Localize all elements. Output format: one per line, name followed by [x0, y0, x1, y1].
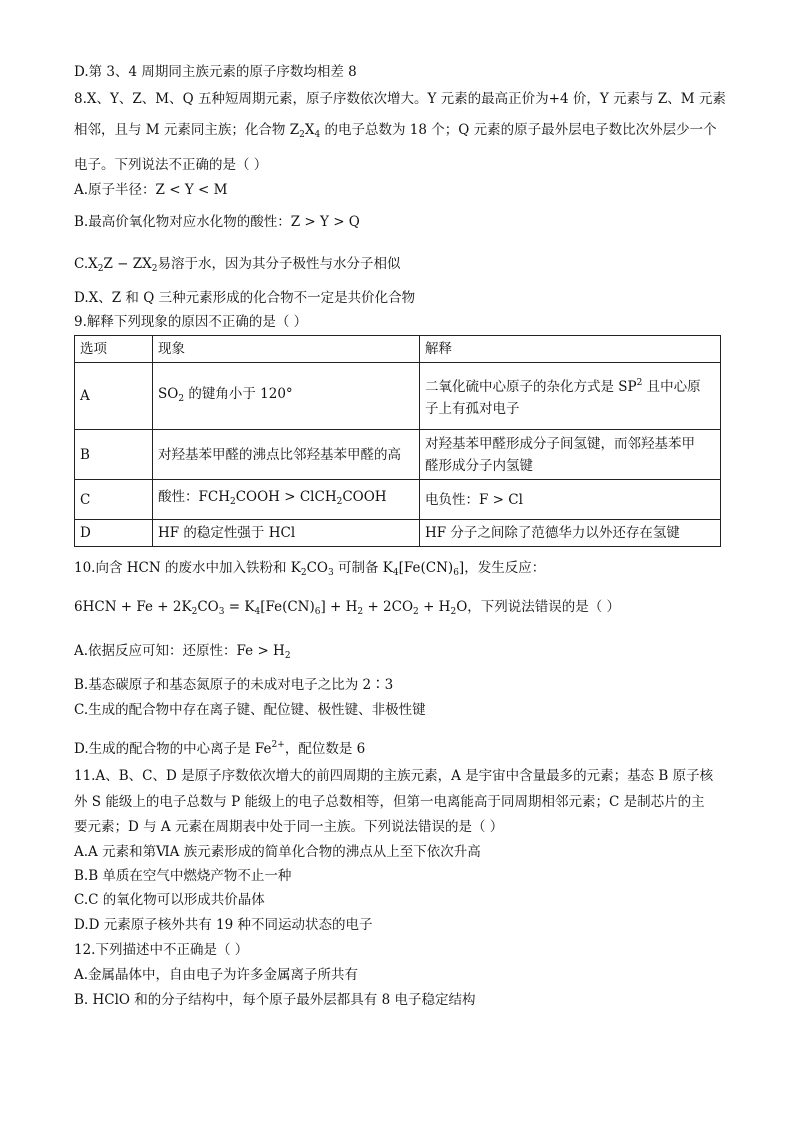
q11-stem-line-1: 11.A、B、C、D 是原子序数依次增大的前四周期的主族元素，A 是宇宙中含量最多的元素；基态 B 原子核 — [74, 768, 714, 784]
q10-equation: $6HCN + Fe + 2K_2CO_3 = K_4[Fe(CN)_6] + H_2 + 2CO_2 + H_2O$，下列说法错误的是（ ） — [74, 599, 621, 617]
row-option: D — [75, 520, 153, 547]
q7-option-d: D.第 3、4 周期同主族元素的原子序数均相差 8 — [74, 64, 357, 80]
row-explanation: HF 分子之间除了范德华力以外还存在氢键 — [420, 520, 721, 547]
row-explanation: 电负性：F > Cl — [420, 480, 721, 520]
q9-stem: 9.解释下列现象的原因不正确的是（ ） — [74, 314, 308, 330]
table-row — [75, 363, 721, 430]
q11-option-a: A.A 元素和第ⅥA 族元素形成的简单化合物的沸点从上至下依次升高 — [74, 844, 481, 860]
q10-stem: 10.向含 HCN 的废水中加入铁粉和 $K_2CO_3$ 可制备 $K_4[Fe(CN)_6]$，发生反应： — [74, 560, 546, 578]
row-option: A — [75, 363, 153, 430]
q12-stem: 12.下列描述中不正确是（ ） — [74, 942, 249, 958]
q8-stem-line-1: 8.X、Y、Z、M、Q 五种短周期元素，原子序数依次增大。Y 元素的最高正价为+4 价，Y 元素与 Z、M 元素 — [74, 91, 726, 107]
q8-option-d: D.X、Z 和 Q 三种元素形成的化合物不一定是共价化合物 — [74, 290, 416, 306]
table-row — [75, 520, 721, 547]
row-explanation: 对羟基苯甲醛形成分子间氢键，而邻羟基苯甲 醛形成分子内氢键 — [420, 430, 721, 480]
q11-option-d: D.D 元素原子核外共有 19 种不同运动状态的电子 — [74, 917, 373, 933]
row-phenomenon: 对羟基苯甲醛的沸点比邻羟基苯甲醛的高 — [153, 430, 420, 480]
q8-option-a: A.原子半径：Z < Y < M — [74, 182, 228, 198]
row-phenomenon: HF 的稳定性强于 HCl — [153, 520, 420, 547]
table-row — [75, 430, 721, 480]
q10-option-d: D.生成的配合物的中心离子是 $Fe^{2+}$，配位数是 6 — [74, 740, 366, 757]
row-explanation: 二氧化硫中心原子的杂化方式是 $SP^2$ 且中心原 子上有孤对电子 — [420, 363, 721, 430]
header-option: 选项 — [75, 336, 153, 363]
row-option: B — [75, 430, 153, 480]
row-option: C — [75, 480, 153, 520]
table-row — [75, 480, 721, 520]
q12-option-a: A.金属晶体中，自由电子为许多金属离子所共有 — [74, 967, 359, 983]
table-header-row — [75, 336, 721, 363]
header-explanation: 解释 — [420, 336, 721, 363]
q9-table — [74, 335, 721, 547]
q8-option-b: B.最高价氧化物对应水化物的酸性：Z > Y > Q — [74, 214, 360, 230]
q10-option-b: B.基态碳原子和基态氮原子的未成对电子之比为 2∶3 — [74, 677, 394, 693]
q11-stem-line-2: 外 S 能级上的电子总数与 P 能级上的电子总数相等，但第一电离能高于同周期相邻元素；C 是制芯片的主 — [74, 794, 705, 810]
header-phenomenon: 现象 — [153, 336, 420, 363]
q10-option-a: A.依据反应可知：还原性：$Fe > H_2$ — [74, 643, 291, 661]
q11-option-c: C.C 的氧化物可以形成共价晶体 — [74, 892, 265, 908]
q11-option-b: B.B 单质在空气中燃烧产物不止一种 — [74, 868, 292, 884]
q8-stem-line-3: 电子。下列说法不正确的是（ ） — [74, 157, 268, 173]
q11-stem-line-3: 要元素；D 与 A 元素在周期表中处于同一主族。下列说法错误的是（ ） — [74, 819, 504, 835]
q8-stem-line-2: 相邻，且与 M 元素同主族；化合物 $Z_2X_4$ 的电子总数为 18 个；Q 元素的原子最外层电子数比次外层少一个 — [74, 122, 717, 140]
row-phenomenon: 酸性：$FCH_2COOH$ > ClCH$_2$COOH — [153, 480, 420, 520]
q12-option-b: B. HClO 和的分子结构中，每个原子最外层都具有 8 电子稳定结构 — [74, 992, 476, 1008]
q10-option-c: C.生成的配合物中存在离子键、配位键、极性键、非极性键 — [74, 702, 426, 718]
row-phenomenon: $SO_2$ 的键角小于 120° — [153, 363, 420, 430]
q8-option-c: $C.X_2Z - ZX_2$易溶于水，因为其分子极性与水分子相似 — [74, 256, 401, 274]
